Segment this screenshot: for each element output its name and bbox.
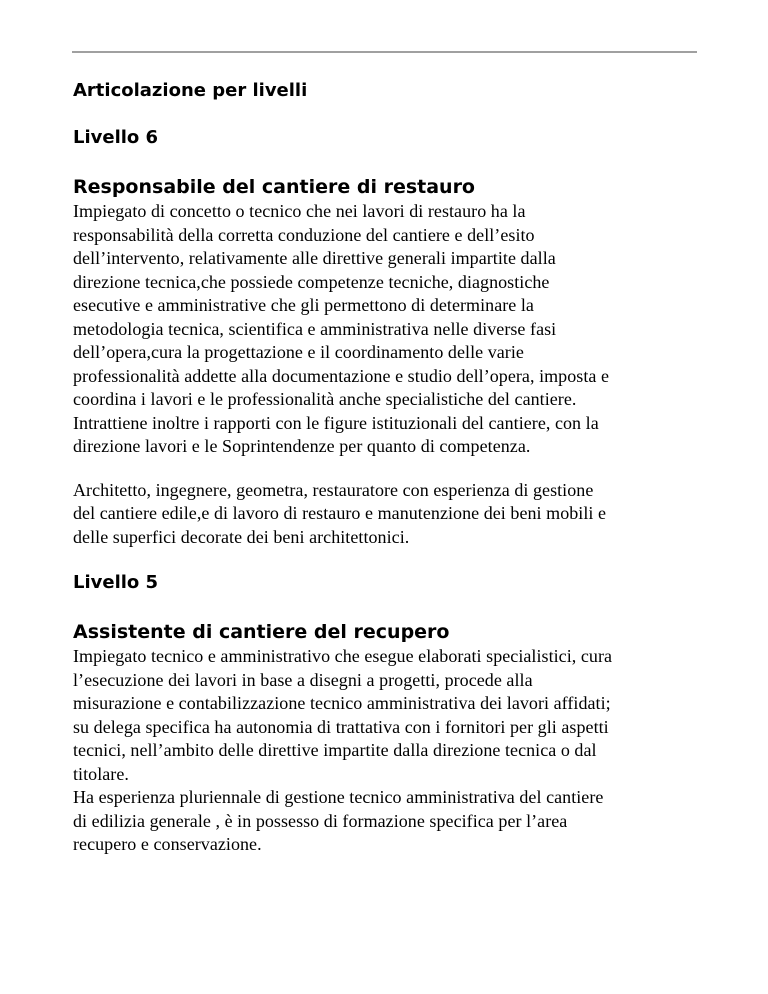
text-line: esecutive e amministrative che gli permettono di determinare la [73, 295, 534, 315]
text-line: metodologia tecnica, scientifica e amministrativa nelle diverse fasi [73, 318, 557, 339]
text-line: misurazione e contabilizzazione tecnico amministrativa dei lavori affidati; [73, 693, 611, 713]
text-line: responsabilità della corretta conduzione del cantiere e dell’esito [73, 224, 535, 245]
text-line: recupero e conservazione. [73, 834, 262, 854]
text-line: delle superfici decorate dei beni architettonici. [73, 526, 410, 547]
document-heading: Articolazione per livelli [73, 80, 308, 101]
text-line: professionalità addette alla documentazione e studio dell’opera, imposta e [73, 365, 610, 386]
text-line: direzione lavori e le Soprintendenze per quanto di competenza. [73, 436, 531, 456]
text-line: Impiegato tecnico e amministrativo che esegue elaborati specialistici, cura [73, 646, 613, 666]
level-5-section [73, 570, 703, 857]
document-body [73, 78, 703, 857]
text-line: coordina i lavori e le professionalità anche specialistiche del cantiere. [73, 389, 577, 409]
text-line: del cantiere edile,e di lavoro di restauro e manutenzione dei beni mobili e [73, 503, 607, 523]
level-label: Livello 5 [73, 572, 159, 593]
text-line: Intrattiene inoltre i rapporti con le figure istituzionali del cantiere, con la [73, 412, 599, 433]
text-line: su delega specifica ha autonomia di trattativa con i fornitori per gli aspetti [73, 716, 609, 737]
text-line: titolare. [73, 763, 129, 784]
text-line: dell’intervento, relativamente alle direttive generali impartite dalla [73, 248, 556, 268]
text-line: Impiegato di concetto o tecnico che nei lavori di restauro ha la [73, 201, 526, 221]
paragraph-gap [73, 459, 703, 479]
text-line: di edilizia generale , è in possesso di formazione specifica per l’area [73, 810, 568, 831]
level-6-section [73, 125, 703, 549]
role-title: Responsabile del cantiere di restauro [73, 176, 475, 198]
top-divider [72, 51, 697, 53]
text-line: dell’opera,cura la progettazione e il coordinamento delle varie [73, 342, 524, 362]
text-line: Ha esperienza pluriennale di gestione tecnico amministrativa del cantiere [73, 787, 604, 807]
role-description [73, 200, 703, 459]
level-label: Livello 6 [73, 127, 159, 148]
text-line: direzione tecnica,che possiede competenze tecniche, diagnostiche [73, 271, 550, 292]
text-line: tecnici, nell’ambito delle direttive impartite dalla direzione tecnica o dal [73, 740, 597, 760]
text-line: Architetto, ingegnere, geometra, restauratore con esperienza di gestione [73, 479, 594, 500]
role-title: Assistente di cantiere del recupero [73, 621, 450, 643]
role-requirements [73, 479, 703, 550]
text-line: l’esecuzione dei lavori in base a disegni a progetti, procede alla [73, 669, 533, 690]
role-description [73, 645, 703, 857]
